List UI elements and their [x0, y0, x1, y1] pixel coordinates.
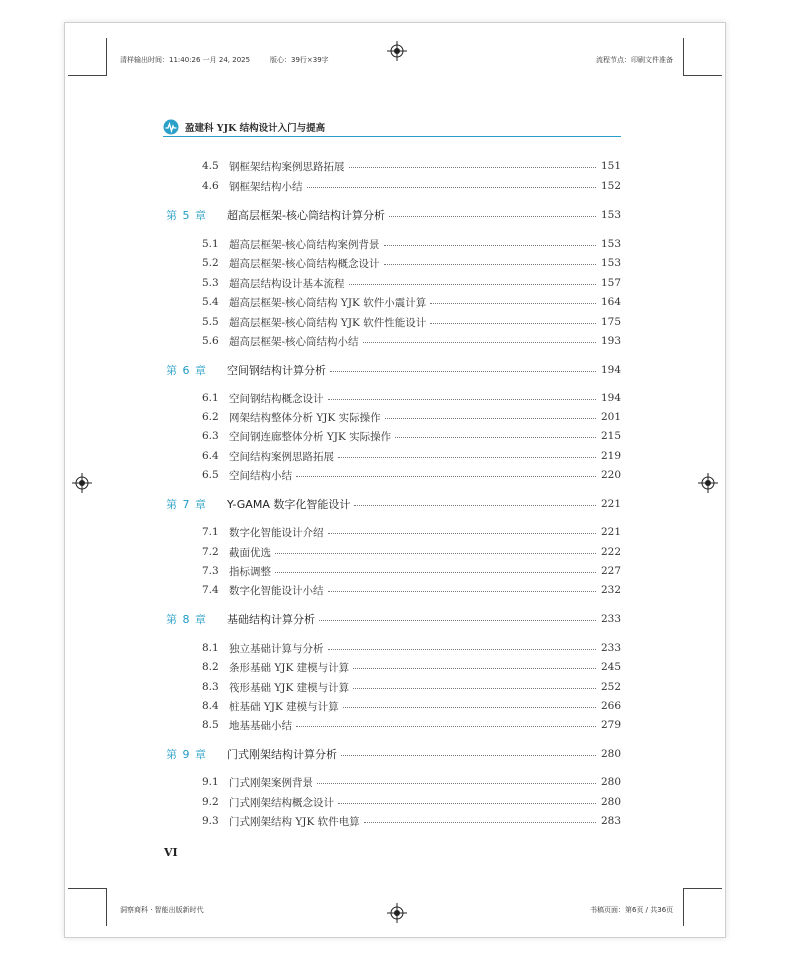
- section-title: 钢框架结构案例思路拓展: [229, 160, 345, 173]
- section-title: 门式刚架案例背景: [229, 776, 313, 789]
- section-number: 7.2: [202, 546, 219, 558]
- section-number: 8.3: [202, 681, 219, 693]
- section-number: 8.5: [202, 719, 219, 731]
- page-ref: 280: [600, 776, 621, 788]
- dot-leader: [363, 342, 596, 343]
- dot-leader: [353, 668, 596, 669]
- page-ref: 164: [600, 296, 621, 308]
- dot-leader: [338, 803, 596, 804]
- dot-leader: [330, 371, 596, 372]
- section-number: 9.2: [202, 796, 219, 808]
- section-number: 9.1: [202, 776, 219, 788]
- dot-leader: [430, 323, 596, 324]
- toc-section-row[interactable]: [0, 428, 790, 444]
- section-number: 6.1: [202, 392, 219, 404]
- chapter-number: 第 9 章: [166, 748, 207, 761]
- toc-chapter-row[interactable]: [0, 362, 790, 378]
- dot-leader: [296, 726, 596, 727]
- dot-leader: [341, 755, 596, 756]
- section-number: 4.6: [202, 180, 219, 192]
- dot-leader: [364, 822, 596, 823]
- toc-section-row[interactable]: [0, 582, 790, 598]
- section-title: 空间钢连廊整体分析 YJK 实际操作: [229, 430, 392, 443]
- section-title: 门式刚架结构 YJK 软件电算: [229, 815, 360, 828]
- running-head-rule: [163, 136, 621, 137]
- page-ref: 280: [600, 748, 621, 760]
- section-number: 6.3: [202, 430, 219, 442]
- section-title: 桩基础 YJK 建模与计算: [229, 700, 339, 713]
- dot-leader: [328, 533, 596, 534]
- chapter-number: 第 7 章: [166, 498, 207, 511]
- toc-section-row[interactable]: [0, 314, 790, 330]
- page-ref: 153: [600, 209, 621, 221]
- section-number: 6.4: [202, 450, 219, 462]
- page-ref: 266: [600, 700, 621, 712]
- section-title: 数字化智能设计小结: [229, 584, 324, 597]
- section-number: 5.2: [202, 257, 219, 269]
- section-title: 条形基础 YJK 建模与计算: [229, 661, 350, 674]
- crop-mark: [106, 38, 107, 76]
- dot-leader: [395, 437, 596, 438]
- section-number: 6.5: [202, 469, 219, 481]
- page-ref: 201: [600, 411, 621, 423]
- page-number: VI: [164, 846, 178, 859]
- chapter-title: Y-GAMA 数字化智能设计: [227, 498, 351, 511]
- section-title: 独立基础计算与分析: [229, 642, 324, 655]
- page-ref: 153: [600, 257, 621, 269]
- section-title: 筏形基础 YJK 建模与计算: [229, 681, 350, 694]
- print-output-time: 清样输出时间：11:40:26 一月 24, 2025: [120, 56, 251, 64]
- section-title: 钢框架结构小结: [229, 180, 303, 193]
- section-title: 超高层框架-核心筒结构 YJK 软件小震计算: [229, 296, 427, 309]
- toc-section-row[interactable]: [0, 659, 790, 675]
- footer-publisher: 洞察商科 · 智能出版新时代: [120, 906, 204, 914]
- section-number: 8.4: [202, 700, 219, 712]
- dot-leader: [338, 457, 596, 458]
- section-number: 9.3: [202, 815, 219, 827]
- section-title: 超高层框架-核心筒结构案例背景: [229, 238, 380, 251]
- toc-section-row[interactable]: [0, 524, 790, 540]
- toc-section-row[interactable]: [0, 333, 790, 349]
- toc-section-row[interactable]: [0, 409, 790, 425]
- print-workflow-node: 流程节点：印刷文件准备: [596, 56, 673, 64]
- registration-mark-icon: [387, 903, 407, 923]
- dot-leader: [349, 167, 596, 168]
- page-ref: 233: [600, 642, 621, 654]
- chapter-number: 第 5 章: [166, 209, 207, 222]
- page-ref: 279: [600, 719, 621, 731]
- dot-leader: [275, 572, 596, 573]
- toc-section-row[interactable]: [0, 178, 790, 194]
- dot-leader: [389, 216, 596, 217]
- toc-section-row[interactable]: [0, 794, 790, 810]
- toc-chapter-row[interactable]: [0, 496, 790, 512]
- print-layout-info: 版心：39行×39字: [270, 56, 329, 64]
- toc-section-row[interactable]: [0, 563, 790, 579]
- chapter-number: 第 8 章: [166, 613, 207, 626]
- section-number: 4.5: [202, 160, 219, 172]
- toc-section-row[interactable]: [0, 467, 790, 483]
- section-title: 超高层结构设计基本流程: [229, 277, 345, 290]
- toc-section-row[interactable]: [0, 390, 790, 406]
- section-title: 空间结构案例思路拓展: [229, 450, 334, 463]
- chapter-title: 门式刚架结构计算分析: [227, 748, 337, 761]
- dot-leader: [296, 476, 596, 477]
- section-number: 7.4: [202, 584, 219, 596]
- dot-leader: [319, 620, 596, 621]
- section-title: 空间钢结构概念设计: [229, 392, 324, 405]
- toc-section-row[interactable]: [0, 544, 790, 560]
- toc-section-row[interactable]: [0, 813, 790, 829]
- toc-section-row[interactable]: [0, 698, 790, 714]
- page-ref: 227: [600, 565, 621, 577]
- section-number: 5.5: [202, 316, 219, 328]
- footer-page-info: 书稿页面：第6页 / 共36页: [590, 906, 674, 914]
- chapter-number: 第 6 章: [166, 364, 207, 377]
- section-title: 门式刚架结构概念设计: [229, 796, 334, 809]
- crop-mark: [68, 888, 106, 889]
- page-ref: 152: [600, 180, 621, 192]
- section-title: 网架结构整体分析 YJK 实际操作: [229, 411, 381, 424]
- page-ref: 151: [600, 160, 621, 172]
- section-title: 地基基础小结: [229, 719, 292, 732]
- dot-leader: [317, 783, 596, 784]
- page-ref: 233: [600, 613, 621, 625]
- section-title: 超高层框架-核心筒结构 YJK 软件性能设计: [229, 316, 427, 329]
- page-ref: 222: [600, 546, 621, 558]
- chapter-title: 空间钢结构计算分析: [227, 364, 326, 377]
- toc-section-row[interactable]: [0, 774, 790, 790]
- book-logo-icon: [163, 119, 179, 135]
- section-number: 8.1: [202, 642, 219, 654]
- crop-mark: [684, 888, 722, 889]
- page-ref: 221: [600, 526, 621, 538]
- section-title: 超高层框架-核心筒结构概念设计: [229, 257, 380, 270]
- dot-leader: [349, 284, 596, 285]
- running-head: [163, 118, 621, 136]
- dot-leader: [354, 505, 596, 506]
- running-head-title: 盈建科 YJK 结构设计入门与提高: [185, 123, 326, 134]
- page-ref: 219: [600, 450, 621, 462]
- dot-leader: [328, 649, 596, 650]
- section-number: 8.2: [202, 661, 219, 673]
- dot-leader: [328, 399, 596, 400]
- toc-chapter-row[interactable]: [0, 207, 790, 223]
- toc-section-row[interactable]: [0, 717, 790, 733]
- dot-leader: [385, 418, 596, 419]
- page-ref: 280: [600, 796, 621, 808]
- section-number: 5.6: [202, 335, 219, 347]
- crop-mark: [684, 75, 722, 76]
- toc-chapter-row[interactable]: [0, 611, 790, 627]
- page-ref: 220: [600, 469, 621, 481]
- dot-leader: [275, 553, 596, 554]
- toc-chapter-row[interactable]: [0, 746, 790, 762]
- section-number: 5.4: [202, 296, 219, 308]
- section-number: 7.3: [202, 565, 219, 577]
- dot-leader: [343, 707, 596, 708]
- section-title: 截面优选: [229, 546, 271, 559]
- toc-section-row[interactable]: [0, 275, 790, 291]
- crop-mark: [68, 75, 106, 76]
- page-ref: 245: [600, 661, 621, 673]
- toc-section-row[interactable]: [0, 640, 790, 656]
- toc-section-row[interactable]: [0, 255, 790, 271]
- section-title: 超高层框架-核心筒结构小结: [229, 335, 359, 348]
- page-ref: 157: [600, 277, 621, 289]
- page-ref: 193: [600, 335, 621, 347]
- dot-leader: [307, 187, 596, 188]
- dot-leader: [353, 688, 596, 689]
- section-title: 数字化智能设计介绍: [229, 526, 324, 539]
- crop-mark: [683, 38, 684, 76]
- crop-mark: [683, 888, 684, 926]
- page-ref: 232: [600, 584, 621, 596]
- chapter-title: 基础结构计算分析: [227, 613, 315, 626]
- dot-leader: [384, 245, 596, 246]
- section-number: 7.1: [202, 526, 219, 538]
- crop-mark: [106, 888, 107, 926]
- dot-leader: [430, 303, 596, 304]
- page-ref: 153: [600, 238, 621, 250]
- section-number: 5.3: [202, 277, 219, 289]
- section-title: 指标调整: [229, 565, 271, 578]
- toc-section-row[interactable]: [0, 236, 790, 252]
- page-ref: 221: [600, 498, 621, 510]
- page-ref: 194: [600, 392, 621, 404]
- page-ref: 194: [600, 364, 621, 376]
- section-number: 6.2: [202, 411, 219, 423]
- section-title: 空间结构小结: [229, 469, 292, 482]
- toc-section-row[interactable]: [0, 679, 790, 695]
- toc-section-row[interactable]: [0, 448, 790, 464]
- dot-leader: [328, 591, 596, 592]
- page-ref: 175: [600, 316, 621, 328]
- page-ref: 215: [600, 430, 621, 442]
- dot-leader: [384, 264, 596, 265]
- page-ref: 283: [600, 815, 621, 827]
- page-ref: 252: [600, 681, 621, 693]
- toc-section-row[interactable]: [0, 158, 790, 174]
- toc-section-row[interactable]: [0, 294, 790, 310]
- registration-mark-icon: [387, 41, 407, 61]
- chapter-title: 超高层框架-核心筒结构计算分析: [227, 209, 385, 222]
- section-number: 5.1: [202, 238, 219, 250]
